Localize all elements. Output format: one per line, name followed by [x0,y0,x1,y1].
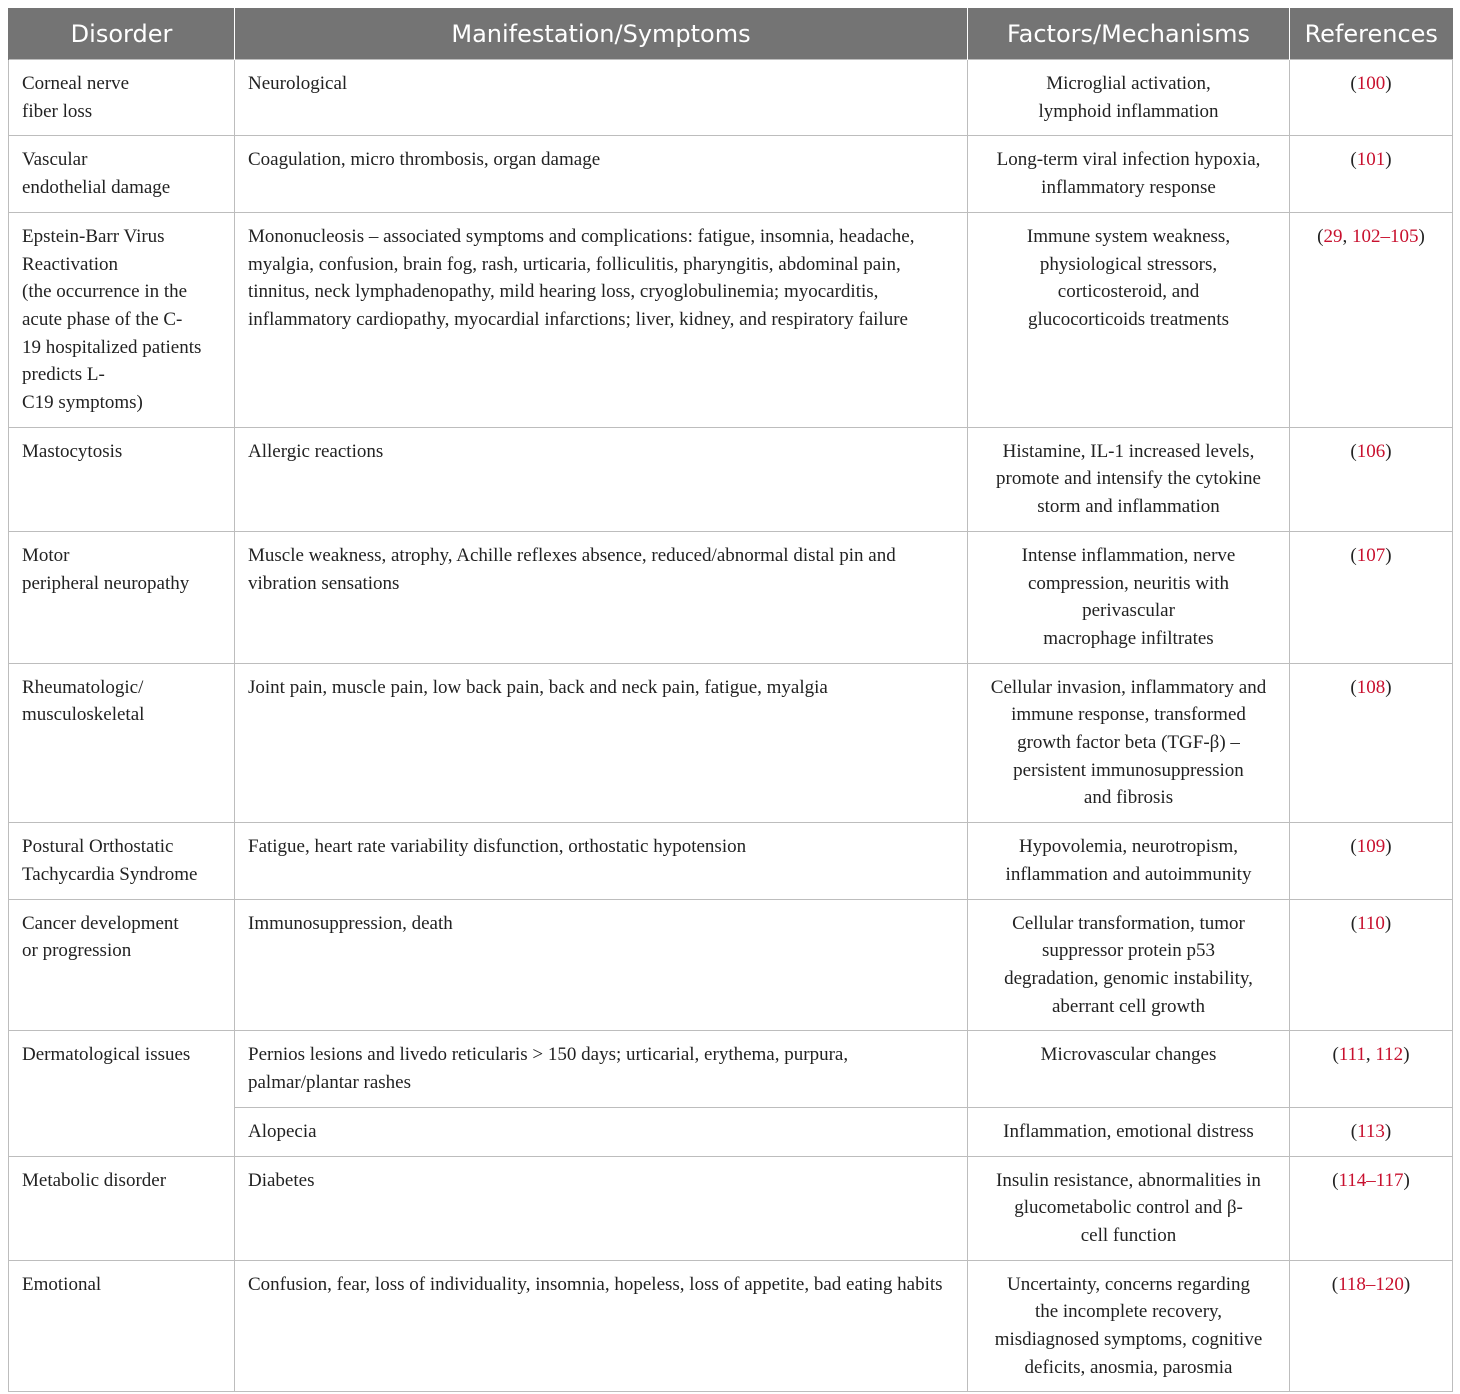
reference-link[interactable]: 108 [1356,676,1386,698]
reference-link[interactable]: 106 [1356,440,1386,462]
table-row [9,212,1453,427]
references-cell: (106) [1290,427,1453,531]
mechanism-line: growth factor beta (TGF-β) – [1017,732,1240,754]
disorder-line: Tachycardia Syndrome [22,863,198,885]
disorders-table [8,8,1453,1392]
symptoms-cell: Pernios lesions and livedo reticularis > 150 days; urticarial, erythema, purpura, palmar/plantar rashes [235,1031,968,1107]
table-row [9,663,1453,823]
mechanism-line: Microvascular changes [1040,1044,1217,1066]
table-row [9,60,1453,136]
disorder-line: musculoskeletal [22,704,145,726]
mechanism-line: macrophage infiltrates [1043,627,1214,649]
table-row [9,531,1453,663]
mechanism-line: degradation, genomic instability, [1004,967,1253,989]
disorder-cell [9,427,235,531]
disorder-line: 19 hospitalized patients [22,336,202,358]
mechanisms-cell [968,1031,1290,1107]
header-disorder: Disorder [9,8,235,60]
mechanism-line: Cellular transformation, tumor [1012,912,1245,934]
table-row [9,1156,1453,1260]
table-container [8,8,1452,1392]
symptoms-cell: Confusion, fear, loss of individuality, insomnia, hopeless, loss of appetite, bad eating habits [235,1260,968,1392]
references-cell: (29, 102–105) [1290,212,1453,427]
disorder-line: (the occurrence in the [22,281,188,303]
mechanism-line: Histamine, IL-1 increased levels, [1002,440,1255,462]
references-cell: (109) [1290,823,1453,899]
reference-link[interactable]: 110 [1357,912,1385,934]
disorder-line: Postural Orthostatic [22,836,174,858]
table-row [9,427,1453,531]
disorder-line: Motor [22,544,70,566]
disorder-cell [9,531,235,663]
references-cell: (101) [1290,136,1453,212]
symptoms-cell: Muscle weakness, atrophy, Achille reflexes absence, reduced/abnormal distal pin and vibration sensations [235,531,968,663]
mechanism-line: aberrant cell growth [1052,995,1205,1017]
mechanism-line: Intense inflammation, nerve [1021,544,1236,566]
symptoms-cell: Mononucleosis – associated symptoms and complications: fatigue, insomnia, headache, myalgia, confusion, brain fog, rash, urticaria, folliculitis, pharyngitis, abdominal pain, tinnitus, neck lymphadenopathy, mild hearing loss, cryoglobulinemia; myocarditis, inflammatory cardiopathy, myocardial infarctions; liver, kidney, and respiratory failure [235,212,968,427]
header-row [9,8,1453,60]
disorder-cell [9,823,235,899]
table-body [9,60,1453,1392]
mechanism-line: suppressor protein p53 [1041,940,1216,962]
table-row [9,136,1453,212]
mechanism-line: inflammatory response [1041,177,1216,199]
reference-link[interactable]: 107 [1356,544,1386,566]
disorder-cell [9,663,235,823]
mechanisms-cell [968,823,1290,899]
disorder-cell [9,1031,235,1156]
mechanism-line: physiological stressors, [1039,253,1218,275]
disorder-line: peripheral neuropathy [22,572,190,594]
mechanism-line: lymphoid inflammation [1038,100,1219,122]
symptoms-cell: Joint pain, muscle pain, low back pain, back and neck pain, fatigue, myalgia [235,663,968,823]
disorder-line: or progression [22,940,132,962]
mechanism-line: and fibrosis [1083,787,1174,809]
disorder-line: Emotional [22,1273,102,1295]
mechanisms-cell [968,1260,1290,1392]
mechanism-line: storm and inflammation [1037,496,1220,518]
mechanism-line: immune response, transformed [1011,704,1246,726]
disorder-cell [9,899,235,1031]
mechanism-line: perivascular [1082,600,1175,622]
disorder-cell [9,1156,235,1260]
mechanisms-cell [968,136,1290,212]
disorder-cell [9,60,235,136]
mechanisms-cell [968,663,1290,823]
mechanism-line: Hypovolemia, neurotropism, [1019,836,1238,858]
mechanism-line: Inflammation, emotional distress [1003,1120,1254,1142]
mechanism-line: the incomplete recovery, [1034,1301,1223,1323]
reference-link[interactable]: 112 [1375,1044,1404,1066]
mechanism-line: Microglial activation, [1046,73,1211,94]
table-row [9,823,1453,899]
references-cell: (118–120) [1290,1260,1453,1392]
disorder-line: Metabolic disorder [22,1169,167,1191]
mechanism-line: cell function [1080,1224,1177,1246]
disorder-line: Cancer development [22,912,179,934]
references-cell: (113) [1290,1107,1453,1156]
mechanisms-cell [968,1107,1290,1156]
symptoms-cell: Coagulation, micro thrombosis, organ damage [235,136,968,212]
disorder-line: Vascular [22,149,88,171]
table-row [9,1260,1453,1392]
mechanism-line: glucometabolic control and β- [1014,1197,1243,1219]
header-symptoms: Manifestation/Symptoms [235,8,968,60]
references-cell: (110) [1290,899,1453,1031]
references-cell: (111, 112) [1290,1031,1453,1107]
reference-link[interactable]: 111 [1338,1044,1366,1066]
disorder-line: Reactivation [22,253,119,275]
symptoms-cell: Fatigue, heart rate variability disfunction, orthostatic hypotension [235,823,968,899]
mechanism-line: promote and intensify the cytokine [996,468,1261,490]
disorder-line: endothelial damage [22,177,171,199]
symptoms-cell: Alopecia [235,1107,968,1156]
mechanism-line: deficits, anosmia, parosmia [1024,1356,1233,1378]
symptoms-cell: Diabetes [235,1156,968,1260]
mechanisms-cell [968,1156,1290,1260]
mechanism-line: corticosteroid, and [1057,281,1200,303]
reference-link[interactable]: 101 [1356,149,1386,171]
reference-link[interactable]: 102–105 [1352,225,1419,247]
disorder-line: fiber loss [22,100,93,122]
mechanism-line: Cellular invasion, inflammatory and [990,676,1267,698]
mechanism-line: Insulin resistance, abnormalities in [996,1169,1261,1191]
header-mechanisms: Factors/Mechanisms [968,8,1290,60]
disorder-line: Corneal nerve [22,73,130,94]
mechanisms-cell [968,899,1290,1031]
reference-link[interactable]: 118–120 [1338,1273,1404,1295]
mechanism-line: persistent immunosuppression [1013,759,1244,781]
symptoms-cell: Neurological [235,60,968,136]
references-cell: (107) [1290,531,1453,663]
mechanisms-cell [968,531,1290,663]
reference-link[interactable]: 113 [1357,1120,1385,1142]
mechanisms-cell [968,212,1290,427]
mechanism-line: Immune system weakness, [1026,225,1231,247]
disorder-cell [9,212,235,427]
reference-link[interactable]: 114–117 [1338,1169,1404,1191]
mechanisms-cell [968,60,1290,136]
mechanism-line: Uncertainty, concerns regarding [1006,1273,1251,1295]
symptoms-cell: Immunosuppression, death [235,899,968,1031]
mechanisms-cell [968,427,1290,531]
disorder-line: Rheumatologic/ [22,676,144,698]
references-cell: (114–117) [1290,1156,1453,1260]
header-references: References [1290,8,1453,60]
disorder-cell [9,1260,235,1392]
disorder-line: Mastocytosis [22,440,123,462]
table-row [9,899,1453,1031]
table-row [9,1031,1453,1107]
mechanism-line: compression, neuritis with [1027,572,1230,594]
symptoms-cell: Allergic reactions [235,427,968,531]
mechanism-line: misdiagnosed symptoms, cognitive [994,1329,1263,1351]
disorder-cell [9,136,235,212]
references-cell: (108) [1290,663,1453,823]
mechanism-line: Long-term viral infection hypoxia, [996,149,1261,171]
mechanism-line: glucocorticoids treatments [1027,308,1230,330]
reference-link[interactable]: 29 [1323,225,1343,247]
disorder-line: Epstein-Barr Virus [22,225,165,247]
disorder-line: predicts L- [22,364,105,386]
disorder-line: Dermatological issues [22,1044,191,1066]
reference-link[interactable]: 109 [1356,836,1386,858]
mechanism-line: inflammation and autoimmunity [1005,863,1252,885]
disorder-line: acute phase of the C- [22,308,183,330]
references-cell: (100) [1290,60,1453,136]
disorder-line: C19 symptoms) [22,392,143,414]
reference-link[interactable]: 100 [1356,73,1386,94]
